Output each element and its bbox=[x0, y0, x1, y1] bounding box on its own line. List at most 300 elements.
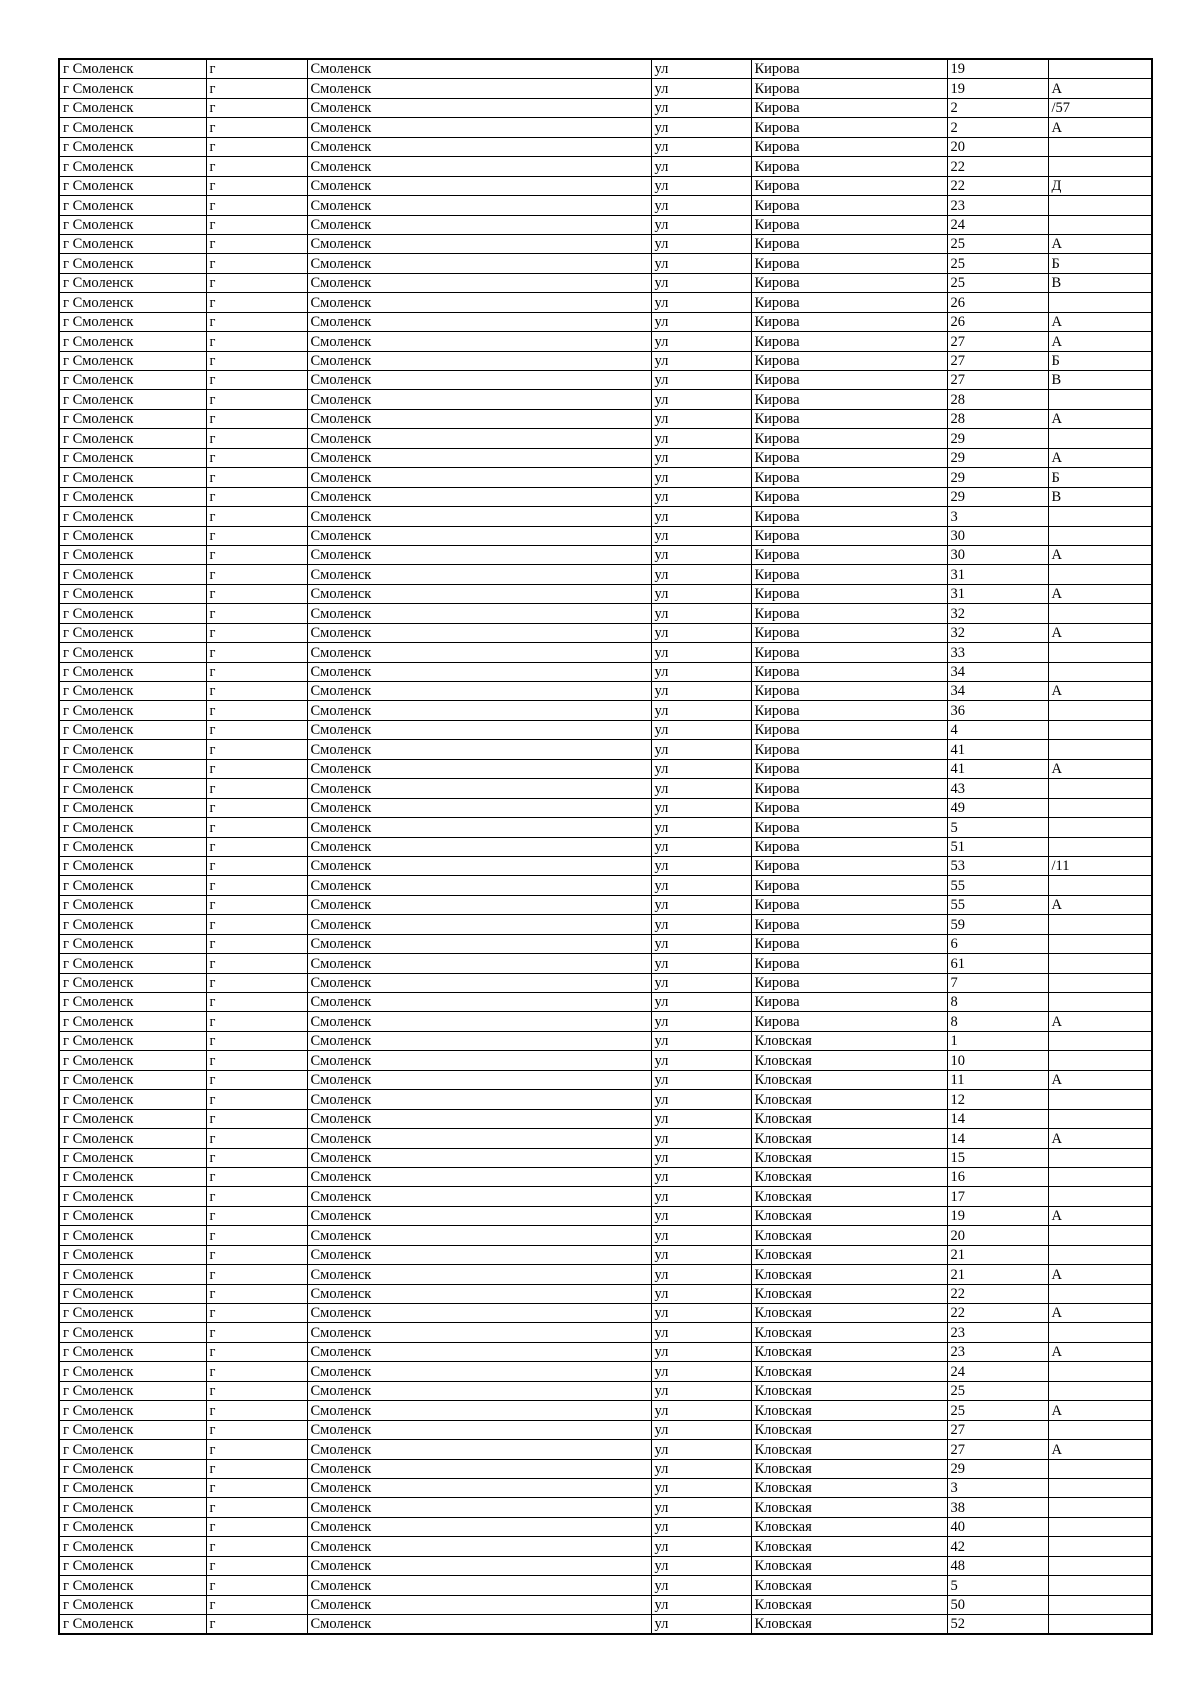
cell-city: Смоленск bbox=[307, 545, 651, 564]
cell-city: Смоленск bbox=[307, 390, 651, 409]
cell-street: Кирова bbox=[751, 604, 947, 623]
cell-city: Смоленск bbox=[307, 993, 651, 1012]
cell-street-type: ул bbox=[651, 1304, 751, 1323]
cell-city-type: г bbox=[206, 1265, 307, 1284]
cell-building: А bbox=[1048, 1265, 1152, 1284]
cell-city: Смоленск bbox=[307, 254, 651, 273]
cell-street-type: ул bbox=[651, 1595, 751, 1614]
cell-building bbox=[1048, 604, 1152, 623]
cell-house: 30 bbox=[947, 545, 1048, 564]
cell-building: В bbox=[1048, 371, 1152, 390]
cell-street-type: ул bbox=[651, 1556, 751, 1575]
cell-street: Кирова bbox=[751, 79, 947, 98]
cell-street: Кирова bbox=[751, 468, 947, 487]
table-row bbox=[59, 409, 1152, 428]
table-row bbox=[59, 254, 1152, 273]
cell-street-type: ул bbox=[651, 293, 751, 312]
cell-region: г Смоленск bbox=[59, 798, 206, 817]
table-row bbox=[59, 1342, 1152, 1361]
cell-region: г Смоленск bbox=[59, 1070, 206, 1089]
cell-street: Кловская bbox=[751, 1362, 947, 1381]
cell-house: 34 bbox=[947, 682, 1048, 701]
cell-street-type: ул bbox=[651, 701, 751, 720]
cell-region: г Смоленск bbox=[59, 1420, 206, 1439]
table-row bbox=[59, 759, 1152, 778]
cell-city: Смоленск bbox=[307, 604, 651, 623]
cell-street: Кирова bbox=[751, 545, 947, 564]
cell-city: Смоленск bbox=[307, 1265, 651, 1284]
cell-city-type: г bbox=[206, 720, 307, 739]
cell-city: Смоленск bbox=[307, 565, 651, 584]
cell-city-type: г bbox=[206, 215, 307, 234]
cell-city: Смоленск bbox=[307, 1206, 651, 1225]
cell-city: Смоленск bbox=[307, 1245, 651, 1264]
cell-street: Кловская bbox=[751, 1090, 947, 1109]
cell-region: г Смоленск bbox=[59, 137, 206, 156]
cell-house: 29 bbox=[947, 487, 1048, 506]
cell-region: г Смоленск bbox=[59, 1381, 206, 1400]
cell-street-type: ул bbox=[651, 1051, 751, 1070]
cell-street-type: ул bbox=[651, 623, 751, 642]
cell-street: Кирова bbox=[751, 390, 947, 409]
cell-house: 25 bbox=[947, 234, 1048, 253]
cell-region: г Смоленск bbox=[59, 837, 206, 856]
cell-city: Смоленск bbox=[307, 1284, 651, 1303]
cell-street-type: ул bbox=[651, 1381, 751, 1400]
cell-city-type: г bbox=[206, 1187, 307, 1206]
cell-building bbox=[1048, 1167, 1152, 1186]
cell-city: Смоленск bbox=[307, 837, 651, 856]
cell-building bbox=[1048, 1051, 1152, 1070]
cell-street: Кловская bbox=[751, 1070, 947, 1089]
cell-building: А bbox=[1048, 1401, 1152, 1420]
cell-house: 2 bbox=[947, 98, 1048, 117]
table-row bbox=[59, 1420, 1152, 1439]
cell-city-type: г bbox=[206, 1595, 307, 1614]
cell-street: Кловская bbox=[751, 1537, 947, 1556]
cell-street-type: ул bbox=[651, 682, 751, 701]
cell-region: г Смоленск bbox=[59, 1440, 206, 1459]
cell-house: 31 bbox=[947, 565, 1048, 584]
cell-street: Кловская bbox=[751, 1148, 947, 1167]
cell-house: 55 bbox=[947, 876, 1048, 895]
table-row bbox=[59, 1537, 1152, 1556]
cell-street-type: ул bbox=[651, 604, 751, 623]
cell-street: Кирова bbox=[751, 351, 947, 370]
cell-building bbox=[1048, 954, 1152, 973]
cell-city: Смоленск bbox=[307, 759, 651, 778]
cell-street-type: ул bbox=[651, 545, 751, 564]
cell-street-type: ул bbox=[651, 98, 751, 117]
cell-building bbox=[1048, 1362, 1152, 1381]
cell-city-type: г bbox=[206, 1401, 307, 1420]
cell-house: 52 bbox=[947, 1615, 1048, 1635]
cell-house: 22 bbox=[947, 157, 1048, 176]
cell-region: г Смоленск bbox=[59, 1595, 206, 1614]
cell-region: г Смоленск bbox=[59, 176, 206, 195]
cell-region: г Смоленск bbox=[59, 273, 206, 292]
cell-city-type: г bbox=[206, 545, 307, 564]
cell-street-type: ул bbox=[651, 118, 751, 137]
cell-street-type: ул bbox=[651, 526, 751, 545]
cell-street: Кловская bbox=[751, 1459, 947, 1478]
cell-street-type: ул bbox=[651, 1478, 751, 1497]
cell-building: А bbox=[1048, 1206, 1152, 1225]
cell-building bbox=[1048, 293, 1152, 312]
cell-street-type: ул bbox=[651, 137, 751, 156]
cell-street: Кирова bbox=[751, 234, 947, 253]
cell-region: г Смоленск bbox=[59, 157, 206, 176]
table-row bbox=[59, 526, 1152, 545]
cell-street-type: ул bbox=[651, 779, 751, 798]
cell-city-type: г bbox=[206, 1517, 307, 1536]
table-row bbox=[59, 1245, 1152, 1264]
table-row bbox=[59, 934, 1152, 953]
cell-building: А bbox=[1048, 312, 1152, 331]
cell-street-type: ул bbox=[651, 1148, 751, 1167]
cell-city: Смоленск bbox=[307, 1576, 651, 1595]
cell-region: г Смоленск bbox=[59, 1459, 206, 1478]
cell-city: Смоленск bbox=[307, 818, 651, 837]
cell-region: г Смоленск bbox=[59, 643, 206, 662]
table-row bbox=[59, 779, 1152, 798]
cell-street-type: ул bbox=[651, 1420, 751, 1439]
cell-region: г Смоленск bbox=[59, 487, 206, 506]
cell-street-type: ул bbox=[651, 1362, 751, 1381]
cell-street-type: ул bbox=[651, 1090, 751, 1109]
cell-city: Смоленск bbox=[307, 1381, 651, 1400]
cell-region: г Смоленск bbox=[59, 234, 206, 253]
table-row bbox=[59, 468, 1152, 487]
cell-street: Кловская bbox=[751, 1478, 947, 1497]
cell-city-type: г bbox=[206, 798, 307, 817]
table-row bbox=[59, 273, 1152, 292]
cell-city-type: г bbox=[206, 98, 307, 117]
cell-house: 29 bbox=[947, 429, 1048, 448]
table-row bbox=[59, 1459, 1152, 1478]
cell-city: Смоленск bbox=[307, 1478, 651, 1497]
cell-city-type: г bbox=[206, 390, 307, 409]
cell-region: г Смоленск bbox=[59, 1226, 206, 1245]
table-row bbox=[59, 1498, 1152, 1517]
cell-street-type: ул bbox=[651, 176, 751, 195]
cell-building bbox=[1048, 1556, 1152, 1575]
cell-region: г Смоленск bbox=[59, 1478, 206, 1497]
cell-street: Кловская bbox=[751, 1109, 947, 1128]
cell-city-type: г bbox=[206, 507, 307, 526]
cell-city-type: г bbox=[206, 371, 307, 390]
cell-house: 1 bbox=[947, 1031, 1048, 1050]
cell-city: Смоленск bbox=[307, 1109, 651, 1128]
cell-house: 30 bbox=[947, 526, 1048, 545]
cell-city-type: г bbox=[206, 157, 307, 176]
cell-city-type: г bbox=[206, 701, 307, 720]
cell-city: Смоленск bbox=[307, 98, 651, 117]
cell-street: Кирова bbox=[751, 876, 947, 895]
cell-house: 25 bbox=[947, 1381, 1048, 1400]
table-row bbox=[59, 487, 1152, 506]
cell-city: Смоленск bbox=[307, 1595, 651, 1614]
cell-building bbox=[1048, 876, 1152, 895]
cell-city: Смоленск bbox=[307, 371, 651, 390]
cell-house: 41 bbox=[947, 740, 1048, 759]
table-row bbox=[59, 545, 1152, 564]
cell-street-type: ул bbox=[651, 1206, 751, 1225]
cell-city-type: г bbox=[206, 1537, 307, 1556]
cell-street-type: ул bbox=[651, 79, 751, 98]
cell-city: Смоленск bbox=[307, 915, 651, 934]
cell-city: Смоленск bbox=[307, 1090, 651, 1109]
table-row bbox=[59, 565, 1152, 584]
cell-city: Смоленск bbox=[307, 1031, 651, 1050]
cell-city: Смоленск bbox=[307, 351, 651, 370]
cell-region: г Смоленск bbox=[59, 1517, 206, 1536]
table-row bbox=[59, 59, 1152, 79]
cell-city-type: г bbox=[206, 196, 307, 215]
cell-house: 53 bbox=[947, 856, 1048, 875]
cell-city: Смоленск bbox=[307, 293, 651, 312]
cell-building bbox=[1048, 1459, 1152, 1478]
cell-house: 16 bbox=[947, 1167, 1048, 1186]
cell-street: Кирова bbox=[751, 98, 947, 117]
table-row bbox=[59, 448, 1152, 467]
cell-street: Кирова bbox=[751, 157, 947, 176]
cell-city: Смоленск bbox=[307, 1401, 651, 1420]
table-row bbox=[59, 1284, 1152, 1303]
cell-building bbox=[1048, 1245, 1152, 1264]
table-row bbox=[59, 312, 1152, 331]
cell-city-type: г bbox=[206, 79, 307, 98]
table-row bbox=[59, 584, 1152, 603]
cell-city: Смоленск bbox=[307, 215, 651, 234]
cell-region: г Смоленск bbox=[59, 468, 206, 487]
cell-street: Кирова bbox=[751, 215, 947, 234]
cell-street-type: ул bbox=[651, 351, 751, 370]
cell-city-type: г bbox=[206, 856, 307, 875]
cell-city-type: г bbox=[206, 1304, 307, 1323]
cell-city: Смоленск bbox=[307, 740, 651, 759]
cell-region: г Смоленск bbox=[59, 254, 206, 273]
cell-house: 29 bbox=[947, 448, 1048, 467]
cell-city-type: г bbox=[206, 759, 307, 778]
table-row bbox=[59, 293, 1152, 312]
cell-street-type: ул bbox=[651, 915, 751, 934]
cell-building bbox=[1048, 526, 1152, 545]
cell-house: 26 bbox=[947, 293, 1048, 312]
cell-city-type: г bbox=[206, 332, 307, 351]
cell-street: Кирова bbox=[751, 312, 947, 331]
cell-house: 25 bbox=[947, 273, 1048, 292]
cell-street-type: ул bbox=[651, 1109, 751, 1128]
cell-street: Кловская bbox=[751, 1226, 947, 1245]
cell-house: 27 bbox=[947, 371, 1048, 390]
cell-street-type: ул bbox=[651, 409, 751, 428]
cell-region: г Смоленск bbox=[59, 1342, 206, 1361]
cell-building bbox=[1048, 196, 1152, 215]
cell-region: г Смоленск bbox=[59, 682, 206, 701]
cell-street: Кловская bbox=[751, 1556, 947, 1575]
cell-city: Смоленск bbox=[307, 1129, 651, 1148]
cell-house: 17 bbox=[947, 1187, 1048, 1206]
table-row bbox=[59, 1517, 1152, 1536]
cell-city-type: г bbox=[206, 273, 307, 292]
cell-street-type: ул bbox=[651, 720, 751, 739]
cell-street: Кирова bbox=[751, 915, 947, 934]
cell-street-type: ул bbox=[651, 215, 751, 234]
cell-street-type: ул bbox=[651, 1517, 751, 1536]
cell-region: г Смоленск bbox=[59, 1167, 206, 1186]
cell-building: А bbox=[1048, 1012, 1152, 1031]
cell-building bbox=[1048, 1595, 1152, 1614]
table-row bbox=[59, 1090, 1152, 1109]
cell-street: Кирова bbox=[751, 371, 947, 390]
cell-street-type: ул bbox=[651, 1226, 751, 1245]
cell-house: 43 bbox=[947, 779, 1048, 798]
cell-street-type: ул bbox=[651, 876, 751, 895]
cell-city: Смоленск bbox=[307, 895, 651, 914]
table-row bbox=[59, 915, 1152, 934]
cell-building: /11 bbox=[1048, 856, 1152, 875]
cell-street-type: ул bbox=[651, 565, 751, 584]
cell-region: г Смоленск bbox=[59, 1401, 206, 1420]
cell-region: г Смоленск bbox=[59, 759, 206, 778]
cell-city-type: г bbox=[206, 1070, 307, 1089]
cell-house: 34 bbox=[947, 662, 1048, 681]
cell-house: 11 bbox=[947, 1070, 1048, 1089]
address-table bbox=[58, 58, 1153, 1635]
cell-city: Смоленск bbox=[307, 662, 651, 681]
cell-city: Смоленск bbox=[307, 701, 651, 720]
cell-city-type: г bbox=[206, 1148, 307, 1167]
cell-city-type: г bbox=[206, 351, 307, 370]
cell-street: Кирова bbox=[751, 196, 947, 215]
cell-region: г Смоленск bbox=[59, 584, 206, 603]
table-row bbox=[59, 157, 1152, 176]
cell-city: Смоленск bbox=[307, 448, 651, 467]
cell-street: Кирова bbox=[751, 895, 947, 914]
cell-house: 27 bbox=[947, 351, 1048, 370]
cell-street-type: ул bbox=[651, 487, 751, 506]
cell-city-type: г bbox=[206, 1362, 307, 1381]
table-row bbox=[59, 993, 1152, 1012]
cell-house: 15 bbox=[947, 1148, 1048, 1167]
cell-building bbox=[1048, 1323, 1152, 1342]
table-row bbox=[59, 623, 1152, 642]
cell-house: 38 bbox=[947, 1498, 1048, 1517]
cell-street-type: ул bbox=[651, 1265, 751, 1284]
cell-building bbox=[1048, 1109, 1152, 1128]
cell-street: Кловская bbox=[751, 1517, 947, 1536]
cell-street: Кирова bbox=[751, 701, 947, 720]
cell-street: Кирова bbox=[751, 798, 947, 817]
cell-building: А bbox=[1048, 448, 1152, 467]
table-row bbox=[59, 176, 1152, 195]
cell-street-type: ул bbox=[651, 1342, 751, 1361]
cell-building bbox=[1048, 643, 1152, 662]
cell-city-type: г bbox=[206, 1245, 307, 1264]
cell-street: Кирова bbox=[751, 740, 947, 759]
cell-house: 61 bbox=[947, 954, 1048, 973]
cell-building bbox=[1048, 915, 1152, 934]
cell-street: Кирова bbox=[751, 137, 947, 156]
cell-city: Смоленск bbox=[307, 429, 651, 448]
cell-house: 23 bbox=[947, 1342, 1048, 1361]
cell-region: г Смоленск bbox=[59, 818, 206, 837]
cell-city-type: г bbox=[206, 1031, 307, 1050]
cell-region: г Смоленск bbox=[59, 701, 206, 720]
cell-house: 12 bbox=[947, 1090, 1048, 1109]
cell-region: г Смоленск bbox=[59, 740, 206, 759]
cell-house: 25 bbox=[947, 1401, 1048, 1420]
cell-house: 8 bbox=[947, 1012, 1048, 1031]
cell-region: г Смоленск bbox=[59, 1265, 206, 1284]
cell-city: Смоленск bbox=[307, 1615, 651, 1635]
cell-city: Смоленск bbox=[307, 79, 651, 98]
cell-city: Смоленск bbox=[307, 1226, 651, 1245]
cell-street-type: ул bbox=[651, 254, 751, 273]
cell-street-type: ул bbox=[651, 59, 751, 79]
cell-building: А bbox=[1048, 1129, 1152, 1148]
cell-building bbox=[1048, 701, 1152, 720]
cell-building: А bbox=[1048, 332, 1152, 351]
table-row bbox=[59, 371, 1152, 390]
cell-city-type: г bbox=[206, 1342, 307, 1361]
cell-street: Кловская bbox=[751, 1284, 947, 1303]
cell-house: 50 bbox=[947, 1595, 1048, 1614]
cell-city: Смоленск bbox=[307, 1070, 651, 1089]
cell-building: А bbox=[1048, 584, 1152, 603]
cell-street-type: ул bbox=[651, 934, 751, 953]
cell-city-type: г bbox=[206, 1615, 307, 1635]
cell-region: г Смоленск bbox=[59, 59, 206, 79]
cell-city-type: г bbox=[206, 1556, 307, 1575]
cell-building bbox=[1048, 818, 1152, 837]
cell-house: 55 bbox=[947, 895, 1048, 914]
cell-region: г Смоленск bbox=[59, 409, 206, 428]
cell-street-type: ул bbox=[651, 332, 751, 351]
cell-house: 23 bbox=[947, 196, 1048, 215]
cell-building bbox=[1048, 390, 1152, 409]
cell-building: А bbox=[1048, 1070, 1152, 1089]
cell-street-type: ул bbox=[651, 1245, 751, 1264]
cell-city-type: г bbox=[206, 1090, 307, 1109]
cell-house: 3 bbox=[947, 507, 1048, 526]
cell-region: г Смоленск bbox=[59, 371, 206, 390]
cell-city: Смоленск bbox=[307, 1342, 651, 1361]
cell-city-type: г bbox=[206, 818, 307, 837]
cell-street: Кирова bbox=[751, 118, 947, 137]
cell-building: А bbox=[1048, 623, 1152, 642]
cell-street: Кловская bbox=[751, 1265, 947, 1284]
cell-building: Б bbox=[1048, 468, 1152, 487]
cell-building bbox=[1048, 565, 1152, 584]
cell-street: Кирова bbox=[751, 429, 947, 448]
cell-building bbox=[1048, 1031, 1152, 1050]
cell-street-type: ул bbox=[651, 448, 751, 467]
cell-street-type: ул bbox=[651, 273, 751, 292]
cell-street-type: ул bbox=[651, 1401, 751, 1420]
cell-house: 21 bbox=[947, 1245, 1048, 1264]
table-row bbox=[59, 856, 1152, 875]
table-row bbox=[59, 682, 1152, 701]
cell-house: 25 bbox=[947, 254, 1048, 273]
cell-city: Смоленск bbox=[307, 682, 651, 701]
cell-region: г Смоленск bbox=[59, 1498, 206, 1517]
cell-house: 41 bbox=[947, 759, 1048, 778]
cell-street-type: ул bbox=[651, 973, 751, 992]
cell-street-type: ул bbox=[651, 1615, 751, 1635]
cell-city: Смоленск bbox=[307, 973, 651, 992]
